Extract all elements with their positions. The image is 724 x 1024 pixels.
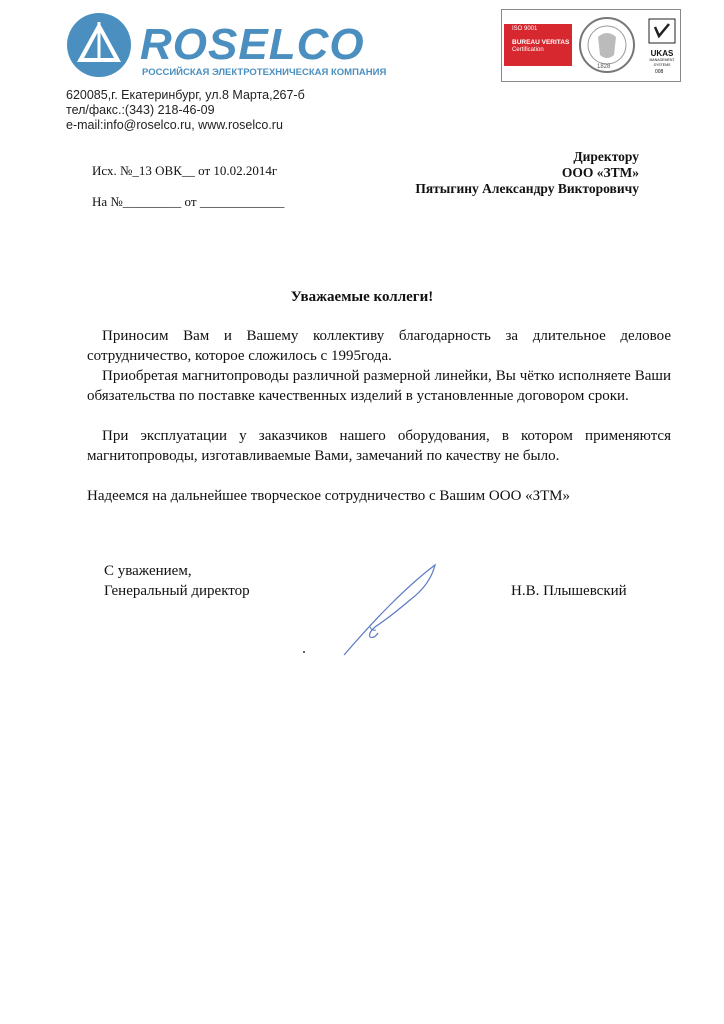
paragraph-2 <box>87 366 671 406</box>
ukas-badge <box>648 18 676 70</box>
paragraph-3-text: При эксплуатации у заказчиков нашего оборудования, в котором применяются магнитопроводы, изготавливаемые Вами, замечаний по качеству не было. <box>87 428 671 464</box>
greeting: Уважаемые коллеги! <box>290 289 434 305</box>
roselco-logo-icon <box>66 12 132 78</box>
ukas-number: 008 <box>655 69 664 75</box>
bureau-veritas-label: BUREAU VERITAS <box>512 39 570 46</box>
closing: С уважением, <box>104 563 192 579</box>
incoming-ref: На №_________ от _____________ <box>92 194 285 209</box>
bureau-veritas-badge <box>504 24 572 66</box>
paragraph-1-text: Приносим Вам и Вашему коллективу благодарность за длительное деловое сотрудничество, которое сложилось с 1995года. <box>87 328 671 364</box>
paragraph-1 <box>87 326 671 366</box>
iso-label: ISO 9001 <box>512 26 538 32</box>
company-address: 620085,г. Екатеринбург, ул.8 Марта,267-б <box>66 88 305 102</box>
certification-label: Certification <box>512 47 544 53</box>
paragraph-3 <box>87 426 671 466</box>
paragraph-4-text: Надеемся на дальнейшее творческое сотрудничество с Вашим ООО «ЗТМ» <box>87 488 570 504</box>
ink-dot <box>303 651 305 653</box>
outgoing-ref: Исх. №_13 ОВК__ от 10.02.2014г <box>92 163 278 178</box>
certification-block <box>501 9 681 82</box>
paragraph-2-text: Приобретая магнитопроводы различной размерной линейки, Вы чётко исполняете Ваши обязательства по поставке качественных изделий в установленные договором сроки. <box>87 368 671 404</box>
ukas-crown-icon <box>648 18 676 44</box>
ukas-label: UKAS <box>650 49 674 58</box>
recipient-block <box>415 149 639 197</box>
ukas-sublabel: MANAGEMENT SYSTEMS <box>649 58 675 67</box>
company-phone: тел/факс.:(343) 218-46-09 <box>66 103 215 117</box>
signer-position: Генеральный директор <box>104 583 250 599</box>
recipient-name: Пятыгину Александру Викторовичу <box>415 181 639 196</box>
signer-name: Н.В. Плышевский <box>511 583 627 599</box>
brand-name: ROSELCO <box>140 20 365 69</box>
handwritten-signature-icon <box>330 555 450 665</box>
recipient-title: Директору <box>573 149 639 164</box>
seal-year: 1828 <box>597 64 611 70</box>
company-email-web: e-mail:info@roselco.ru, www.roselco.ru <box>66 118 283 132</box>
brand-subtitle: РОССИЙСКАЯ ЭЛЕКТРОТЕХНИЧЕСКАЯ КОМПАНИЯ <box>142 67 387 78</box>
paragraph-4 <box>87 486 671 506</box>
recipient-company: ООО «ЗТМ» <box>561 165 639 180</box>
